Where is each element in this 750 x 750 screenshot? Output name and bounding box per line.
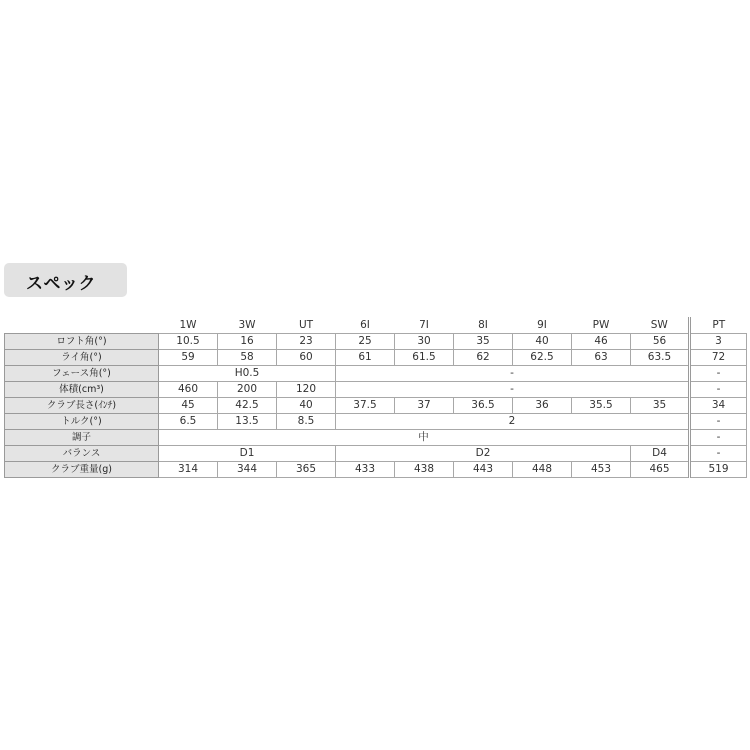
table-cell: 62 (454, 350, 513, 366)
row-label: 体積(cm³) (5, 382, 159, 398)
table-cell: 61 (336, 350, 395, 366)
table-cell: 63 (572, 350, 631, 366)
table-cell: 62.5 (513, 350, 572, 366)
column-header-1w: 1W (179, 318, 197, 331)
table-cell: 519 (690, 462, 747, 478)
table-row (5, 366, 747, 382)
table-cell: - (690, 414, 747, 430)
table-cell: 40 (513, 334, 572, 350)
table-cell: 314 (159, 462, 218, 478)
table-row (5, 430, 747, 446)
table-cell: 36.5 (454, 398, 513, 414)
table-cell: 59 (159, 350, 218, 366)
table-cell: 40 (277, 398, 336, 414)
row-label: バランス (5, 446, 159, 462)
column-header-pw: PW (592, 318, 610, 331)
table-row (5, 382, 747, 398)
table-cell: 23 (277, 334, 336, 350)
table-cell: 46 (572, 334, 631, 350)
table-cell: - (690, 366, 747, 382)
column-header-7i: 7I (419, 318, 429, 331)
table-cell: 中 (159, 430, 690, 446)
table-cell: H0.5 (159, 366, 336, 382)
section-title: スペック (26, 274, 96, 294)
table-cell: 120 (277, 382, 336, 398)
table-cell: 37 (395, 398, 454, 414)
table-cell: 16 (218, 334, 277, 350)
table-cell: 35 (631, 398, 690, 414)
row-label: トルク(°) (5, 414, 159, 430)
table-cell: 453 (572, 462, 631, 478)
table-cell: 448 (513, 462, 572, 478)
table-cell: 460 (159, 382, 218, 398)
column-header-sw: SW (650, 318, 668, 331)
row-label: ライ角(°) (5, 350, 159, 366)
column-header-3w: 3W (238, 318, 256, 331)
spec-table-body (5, 334, 747, 478)
table-cell: 35.5 (572, 398, 631, 414)
row-label: クラブ長さ(ｲﾝﾁ) (5, 398, 159, 414)
table-row (5, 462, 747, 478)
table-cell: 58 (218, 350, 277, 366)
row-label: 調子 (5, 430, 159, 446)
corner-cell (5, 317, 159, 334)
table-cell: - (336, 366, 690, 382)
table-cell: 3 (690, 334, 747, 350)
table-cell: 61.5 (395, 350, 454, 366)
column-header-9i: 9I (537, 318, 547, 331)
section-heading-box (4, 263, 127, 297)
table-cell: 34 (690, 398, 747, 414)
row-label: フェース角(°) (5, 366, 159, 382)
table-cell: 56 (631, 334, 690, 350)
table-cell: 344 (218, 462, 277, 478)
table-cell: 465 (631, 462, 690, 478)
table-cell: 63.5 (631, 350, 690, 366)
row-label: クラブ重量(g) (5, 462, 159, 478)
column-header-ut: UT (298, 318, 314, 331)
spec-table-header (5, 317, 747, 334)
column-header-row (5, 317, 747, 334)
table-cell: 2 (336, 414, 690, 430)
table-cell: 25 (336, 334, 395, 350)
table-cell: 8.5 (277, 414, 336, 430)
table-cell: 30 (395, 334, 454, 350)
table-cell: 35 (454, 334, 513, 350)
table-cell: 60 (277, 350, 336, 366)
table-cell: 443 (454, 462, 513, 478)
table-cell: 37.5 (336, 398, 395, 414)
table-cell: D2 (336, 446, 631, 462)
table-row (5, 446, 747, 462)
table-row (5, 414, 747, 430)
table-cell: 365 (277, 462, 336, 478)
table-cell: - (336, 382, 690, 398)
table-cell: 6.5 (159, 414, 218, 430)
table-cell: 42.5 (218, 398, 277, 414)
table-cell: 13.5 (218, 414, 277, 430)
table-cell: 433 (336, 462, 395, 478)
table-cell: - (690, 430, 747, 446)
table-cell: 10.5 (159, 334, 218, 350)
row-label: ロフト角(°) (5, 334, 159, 350)
table-cell: 72 (690, 350, 747, 366)
column-header-8i: 8I (478, 318, 488, 331)
column-header-pt: PT (690, 317, 747, 334)
spec-table (4, 317, 747, 478)
table-cell: 200 (218, 382, 277, 398)
table-cell: 438 (395, 462, 454, 478)
table-cell: 45 (159, 398, 218, 414)
table-cell: - (690, 446, 747, 462)
table-cell: D1 (159, 446, 336, 462)
table-cell: 36 (513, 398, 572, 414)
table-row (5, 350, 747, 366)
table-row (5, 398, 747, 414)
table-row (5, 334, 747, 350)
column-header-6i: 6I (360, 318, 370, 331)
table-cell: D4 (631, 446, 690, 462)
table-cell: - (690, 382, 747, 398)
